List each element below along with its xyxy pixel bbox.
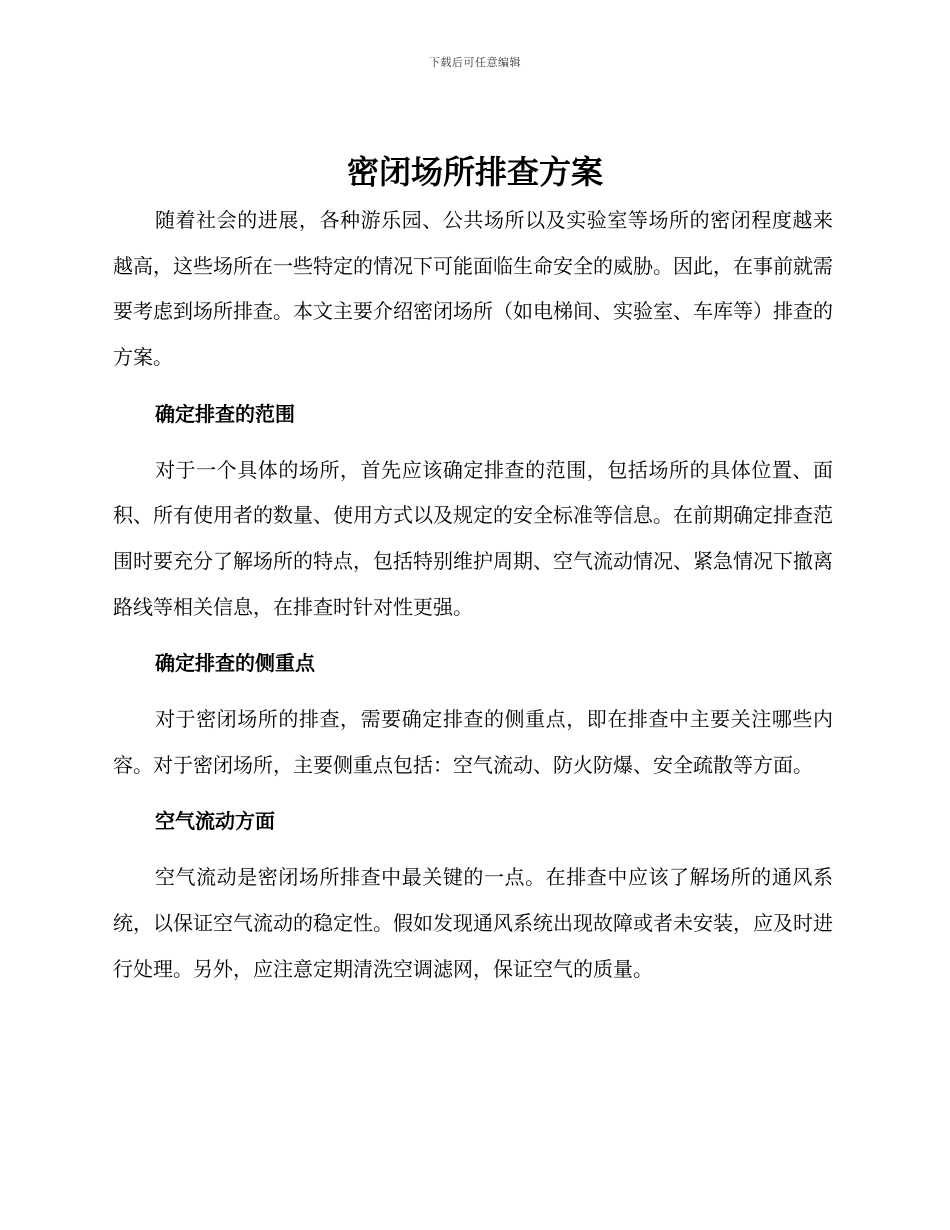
section-paragraph-focus: 对于密闭场所的排查，需要确定排查的侧重点，即在排查中主要关注哪些内容。对于密闭场所，主要侧重点包括：空气流动、防火防爆、安全疏散等方面。: [113, 707, 833, 777]
document-title: 密闭场所排查方案: [346, 153, 603, 191]
intro-paragraph: 随着社会的进展，各种游乐园、公共场所以及实验室等场所的密闭程度越来越高，这些场所在一些特定的情况下可能面临生命安全的威胁。因此，在事前就需要考虑到场所排查。本文主要介绍密闭场所（如电梯间、实验室、车库等）排查的方案。: [113, 208, 833, 370]
section-paragraph-airflow: 空气流动是密闭场所排查中最关键的一点。在排查中应该了解场所的通风系统，以保证空气流动的稳定性。假如发现通风系统出现故障或者未安装，应及时进行处理。另外，应注意定期清洗空调滤网，保证空气的质量。: [113, 865, 833, 981]
page-header-note: 下载后可任意编辑: [429, 56, 521, 69]
section-heading-focus: 确定排查的侧重点: [155, 651, 315, 676]
document-body: [113, 198, 833, 992]
section-paragraph-scope: 对于一个具体的场所，首先应该确定排查的范围，包括场所的具体位置、面积、所有使用者的数量、使用方式以及规定的安全标准等信息。在前期确定排查范围时要充分了解场所的特点，包括特别维护周期、空气流动情况、紧急情况下撤离路线等相关信息，在排查时针对性更强。: [113, 457, 833, 619]
section-heading-airflow: 空气流动方面: [155, 809, 275, 834]
section-heading-scope: 确定排查的范围: [155, 401, 295, 426]
